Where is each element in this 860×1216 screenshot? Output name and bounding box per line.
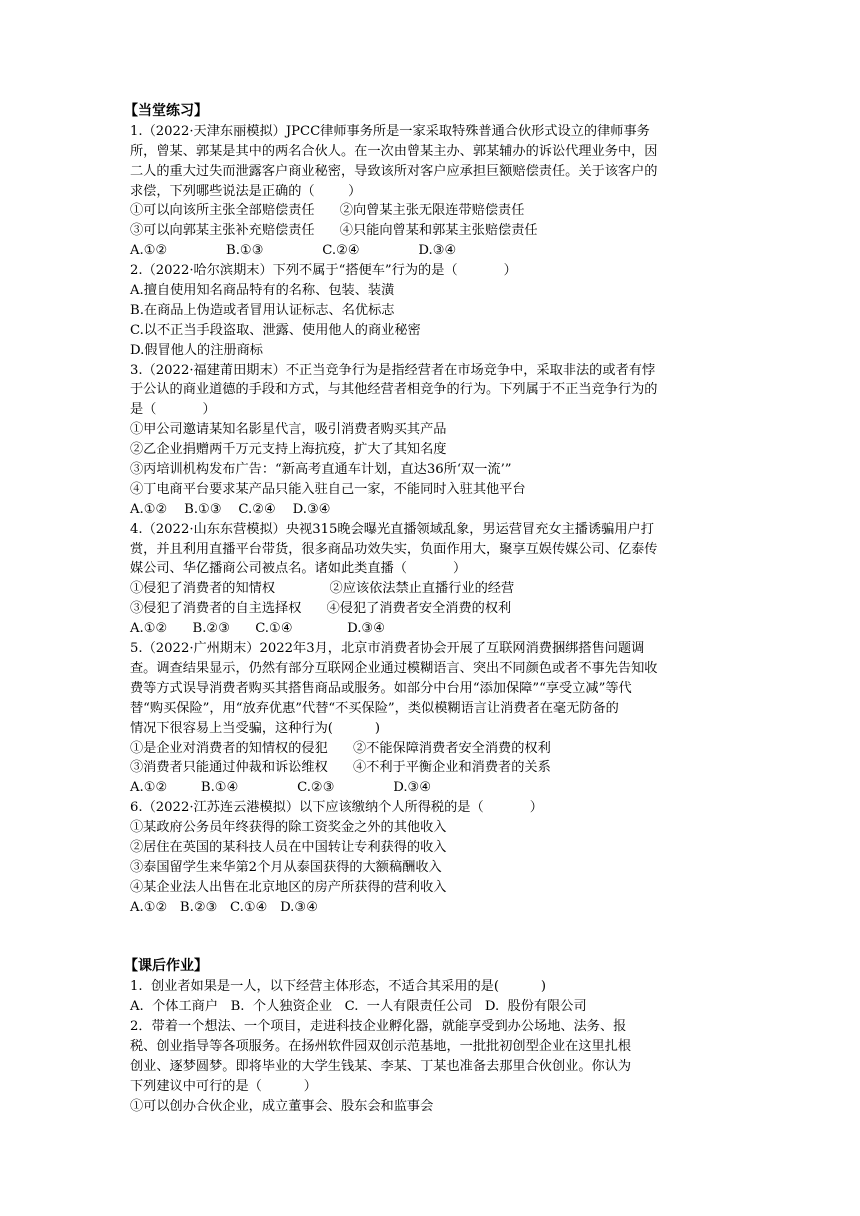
text-line: ①甲公司邀请某知名影星代言，吸引消费者购买其产品 <box>130 422 447 438</box>
text-line: 3.（2022·福建莆田期末）不正当竞争行为是指经营者在市场竞争中，采取非法的或者有悖 <box>130 362 656 378</box>
text-line: ③消费者只能通过仲裁和诉讼维权 ④不利于平衡企业和消费者的关系 <box>130 760 551 776</box>
text-line: ④丁电商平台要求某产品只能入驻自己一家，不能同时入驻其他平台 <box>130 481 526 497</box>
text-line: 求偿，下列哪些说法是正确的（ ） <box>130 183 362 199</box>
text-line: 6.（2022·江苏连云港模拟）以下应该缴纳个人所得税的是（ ） <box>130 800 543 816</box>
text-line: 1. 创业者如果是一人，以下经营主体形态，不适合其采用的是( ) <box>130 979 547 995</box>
section-spacer <box>130 918 760 958</box>
section-heading-practice: 【当堂练习】 <box>124 103 208 119</box>
text-line: A.①② B.①③ C.②④ D.③④ <box>130 501 331 517</box>
text-line: A.擅自使用知名商品特有的名称、包装、装潢 <box>130 283 395 299</box>
text-line: 1.（2022·天津东丽模拟）JPCC律师事务所是一家采取特殊普通合伙形式设立的律师事务 <box>130 123 650 139</box>
text-line: 费等方式误导消费者购买其搭售商品或服务。如部分中台用“添加保障”“享受立减”等代 <box>130 680 632 696</box>
text-line: 下列建议中可行的是（ ） <box>130 1078 317 1094</box>
text-line: 创业、逐梦圆梦。即将毕业的大学生钱某、李某、丁某也准备去那里合伙创业。你认为 <box>130 1058 632 1074</box>
text-line: A.①② B.①④ C.②③ D.③④ <box>130 780 432 796</box>
text-line: 情况下很容易上当受骗，这种行为( ) <box>130 720 381 736</box>
text-line: 2．带着一个想法、一个项目，走进科技企业孵化器，就能享受到办公场地、法务、报 <box>130 1018 627 1034</box>
text-line: 媒公司、华亿播商公司被点名。诸如此类直播（ ） <box>130 561 467 577</box>
text-line: ③侵犯了消费者的自主选择权 ④侵犯了消费者安全消费的权利 <box>130 601 512 617</box>
text-line: 5.（2022·广州期末）2022年3月，北京市消费者协会开展了互联网消费捆绑搭售问题调 <box>130 641 645 657</box>
text-line: 是（ ） <box>130 402 216 418</box>
text-line: 税、创业指导等各项服务。在扬州软件园双创示范基地，一批批初创型企业在这里扎根 <box>130 1038 632 1054</box>
text-line: 2.（2022·哈尔滨期末）下列不属于“搭便车”行为的是（ ） <box>130 263 517 279</box>
text-line: ①侵犯了消费者的知情权 ②应该依法禁止直播行业的经营 <box>130 581 515 597</box>
text-line: A.①② B.②③ C.①④ D.③④ <box>130 899 319 915</box>
text-line: 查。调查结果显示，仍然有部分互联网企业通过模糊语言、突出不同颜色或者不事先告知收 <box>130 660 658 676</box>
text-line: 二人的重大过失而泄露客户商业秘密，导致该所对客户应承担巨额赔偿责任。关于该客户的 <box>130 163 658 179</box>
text-line: ③可以向郭某主张补充赔偿责任 ④只能向曾某和郭某主张赔偿责任 <box>130 223 538 239</box>
text-line: ③泰国留学生来华第2个月从泰国获得的大额稿酬收入 <box>130 859 442 875</box>
text-line: 替“购买保险”，用“放弃优惠”代替“不买保险”，类似模糊语言让消费者在毫无防备的 <box>130 700 619 716</box>
homework-questions <box>130 977 760 1116</box>
text-line: ②居住在英国的某科技人员在中国转让专利获得的收入 <box>130 839 447 855</box>
text-line: B.在商品上伪造或者冒用认证标志、名优标志 <box>130 302 395 318</box>
text-line: C.以不正当手段盗取、泄露、使用他人的商业秘密 <box>130 322 421 338</box>
text-line: ②乙企业捐赠两千万元支持上海抗疫，扩大了其知名度 <box>130 442 447 458</box>
text-line: ①可以创办合伙企业，成立董事会、股东会和监事会 <box>130 1098 434 1114</box>
text-line: A.①② B.②③ C.①④ D.③④ <box>130 621 386 637</box>
text-line: ①是企业对消费者的知情权的侵犯 ②不能保障消费者安全消费的权利 <box>130 740 551 756</box>
section-heading-homework: 【课后作业】 <box>124 958 208 975</box>
text-line: ①可以向该所主张全部赔偿责任 ②向曾某主张无限连带赔偿责任 <box>130 203 525 219</box>
text-line: ③丙培训机构发布广告：“新高考直通车计划，直达36所‘双一流’” <box>130 462 512 478</box>
text-line: D.假冒他人的注册商标 <box>130 342 263 358</box>
text-line: 所，曾某、郭某是其中的两名合伙人。在一次由曾某主办、郭某辅办的诉讼代理业务中，因 <box>130 143 658 159</box>
text-line: A.①② B.①③ C.②④ D.③④ <box>130 243 457 259</box>
text-line: 赏，并且利用直播平台带货，很多商品功效失实，负面作用大，聚享互娱传媒公司、亿泰传 <box>130 541 658 557</box>
practice-questions <box>130 122 760 918</box>
text-line: 4.（2022·山东东营模拟）央视315晚会曝光直播领域乱象，男运营冒充女主播诱骗用户打 <box>130 521 654 537</box>
text-line: A. 个体工商户 B. 个人独资企业 C. 一人有限责任公司 D. 股份有限公司 <box>130 999 587 1015</box>
text-line: ①某政府公务员年终获得的除工资奖金之外的其他收入 <box>130 820 447 836</box>
text-line: 于公认的商业道德的手段和方式，与其他经营者相竞争的行为。下列属于不正当竞争行为的 <box>130 382 658 398</box>
text-line: ④某企业法人出售在北京地区的房产所获得的营利收入 <box>130 879 447 895</box>
